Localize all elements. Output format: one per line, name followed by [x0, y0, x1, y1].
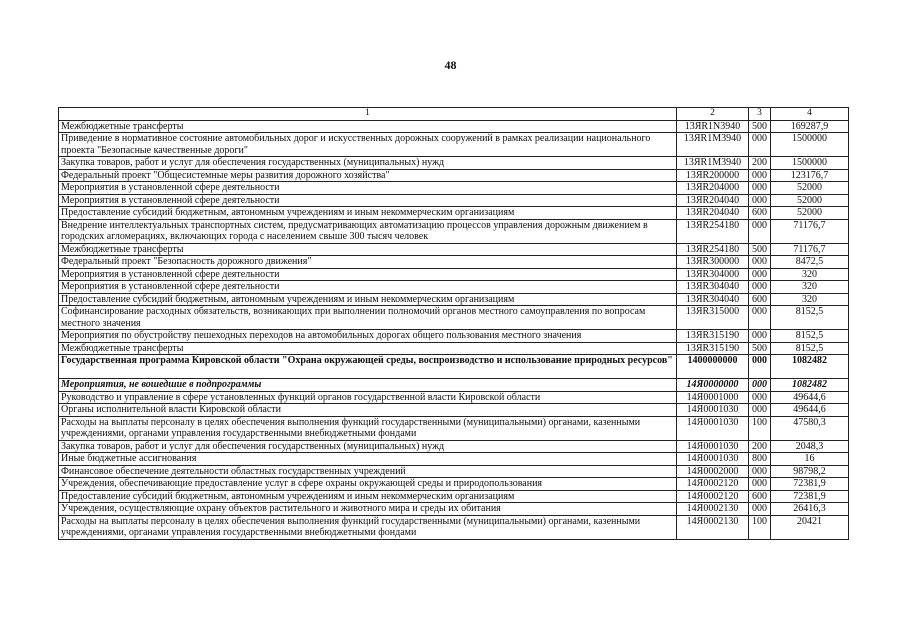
- row-name-cell: Межбюджетные трансферты: [59, 342, 677, 355]
- row-code-cell: 13ЯR254180: [677, 243, 749, 256]
- row-name-cell: Органы исполнительной власти Кировской области: [59, 404, 677, 417]
- header-col-1: 1: [59, 108, 677, 121]
- table-row: [59, 243, 849, 256]
- row-sum-cell: 8152,5: [771, 330, 849, 343]
- row-type-cell: 200: [749, 157, 771, 170]
- table-row: [59, 306, 849, 330]
- row-name-cell: Предоставление субсидий бюджетным, автономным учреждениям и иным некоммерческим организациям: [59, 207, 677, 220]
- row-name-cell: Финансовое обеспечение деятельности областных государственных учреждений: [59, 465, 677, 478]
- row-code-cell: 13ЯR1M3940: [677, 133, 749, 157]
- header-col-4: 4: [771, 108, 849, 121]
- header-col-3: 3: [749, 108, 771, 121]
- row-sum-cell: 16: [771, 453, 849, 466]
- row-code-cell: 13ЯR1N3940: [677, 120, 749, 133]
- row-code-cell: 13ЯR315000: [677, 306, 749, 330]
- row-code-cell: 13ЯR204040: [677, 194, 749, 207]
- row-code-cell: 13ЯR304000: [677, 268, 749, 281]
- table-row: [59, 490, 849, 503]
- row-type-cell: 500: [749, 120, 771, 133]
- table-row: [59, 133, 849, 157]
- row-type-cell: 000: [749, 404, 771, 417]
- row-code-cell: 14Я0002000: [677, 465, 749, 478]
- row-type-cell: 000: [749, 194, 771, 207]
- table-row: [59, 355, 849, 379]
- row-name-cell: Учреждения, осуществляющие охрану объектов растительного и животного мира и среды их обитания: [59, 503, 677, 516]
- row-name-cell: Мероприятия в установленной сфере деятельности: [59, 281, 677, 294]
- row-type-cell: 000: [749, 133, 771, 157]
- table-row: [59, 281, 849, 294]
- budget-table: [58, 107, 849, 540]
- row-type-cell: 000: [749, 306, 771, 330]
- table-row: [59, 330, 849, 343]
- table-row: [59, 268, 849, 281]
- row-type-cell: 000: [749, 465, 771, 478]
- row-sum-cell: 2048,3: [771, 440, 849, 453]
- row-type-cell: 000: [749, 355, 771, 379]
- table-row: [59, 219, 849, 243]
- row-type-cell: 100: [749, 515, 771, 539]
- row-code-cell: 14Я0002130: [677, 515, 749, 539]
- row-type-cell: 000: [749, 478, 771, 491]
- row-code-cell: 14Я0000000: [677, 379, 749, 392]
- row-type-cell: 100: [749, 416, 771, 440]
- row-sum-cell: 8152,5: [771, 342, 849, 355]
- row-code-cell: 13ЯR204000: [677, 182, 749, 195]
- row-code-cell: 14Я0001030: [677, 440, 749, 453]
- row-sum-cell: 72381,9: [771, 490, 849, 503]
- table-row: [59, 207, 849, 220]
- row-sum-cell: 169287,9: [771, 120, 849, 133]
- table-row: [59, 503, 849, 516]
- row-sum-cell: 20421: [771, 515, 849, 539]
- row-name-cell: Мероприятия в установленной сфере деятельности: [59, 182, 677, 195]
- row-name-cell: Расходы на выплаты персоналу в целях обеспечения выполнения функций государственными (муниципальными) органами, казенными учреждениями, органами управления государственными внебюджетными фондами: [59, 416, 677, 440]
- row-name-cell: Иные бюджетные ассигнования: [59, 453, 677, 466]
- row-type-cell: 000: [749, 330, 771, 343]
- row-sum-cell: 320: [771, 281, 849, 294]
- row-type-cell: 000: [749, 219, 771, 243]
- table-row: [59, 169, 849, 182]
- header-col-2: 2: [677, 108, 749, 121]
- row-name-cell: Государственная программа Кировской области "Охрана окружающей среды, воспроизводство и использование природных ресурсов": [59, 355, 677, 379]
- row-sum-cell: 8152,5: [771, 306, 849, 330]
- table-row: [59, 416, 849, 440]
- row-sum-cell: 123176,7: [771, 169, 849, 182]
- row-name-cell: Закупка товаров, работ и услуг для обеспечения государственных (муниципальных) нужд: [59, 440, 677, 453]
- row-name-cell: Межбюджетные трансферты: [59, 120, 677, 133]
- table-row: [59, 478, 849, 491]
- row-type-cell: 000: [749, 391, 771, 404]
- page-number: 48: [444, 58, 457, 72]
- table-row: [59, 256, 849, 269]
- row-code-cell: 14Я0002130: [677, 503, 749, 516]
- row-name-cell: Руководство и управление в сфере установленных функций органов государственной власти Кировской области: [59, 391, 677, 404]
- row-name-cell: Мероприятия в установленной сфере деятельности: [59, 268, 677, 281]
- table-row: [59, 515, 849, 539]
- row-sum-cell: 71176,7: [771, 243, 849, 256]
- row-type-cell: 800: [749, 453, 771, 466]
- table-row: [59, 120, 849, 133]
- row-sum-cell: 49644,6: [771, 404, 849, 417]
- table-row: [59, 194, 849, 207]
- row-type-cell: 600: [749, 293, 771, 306]
- row-code-cell: 13ЯR300000: [677, 256, 749, 269]
- row-sum-cell: 320: [771, 293, 849, 306]
- row-type-cell: 000: [749, 182, 771, 195]
- row-sum-cell: 26416,3: [771, 503, 849, 516]
- row-type-cell: 600: [749, 207, 771, 220]
- table-row: [59, 293, 849, 306]
- table-row: [59, 342, 849, 355]
- table-row: [59, 453, 849, 466]
- table-row: [59, 182, 849, 195]
- row-sum-cell: 1500000: [771, 157, 849, 170]
- row-name-cell: Софинансирование расходных обязательств, возникающих при выполнении полномочий органов местного самоуправления по вопросам местного значения: [59, 306, 677, 330]
- row-sum-cell: 1082482: [771, 379, 849, 392]
- row-sum-cell: 72381,9: [771, 478, 849, 491]
- row-sum-cell: 49644,6: [771, 391, 849, 404]
- row-sum-cell: 52000: [771, 207, 849, 220]
- table-row: [59, 440, 849, 453]
- row-name-cell: Федеральный проект "Общесистемные меры развития дорожного хозяйства": [59, 169, 677, 182]
- row-type-cell: 500: [749, 243, 771, 256]
- row-code-cell: 13ЯR254180: [677, 219, 749, 243]
- row-type-cell: 000: [749, 379, 771, 392]
- row-type-cell: 000: [749, 281, 771, 294]
- table-row: [59, 465, 849, 478]
- row-sum-cell: 8472,5: [771, 256, 849, 269]
- row-code-cell: 13ЯR1M3940: [677, 157, 749, 170]
- row-code-cell: 13ЯR200000: [677, 169, 749, 182]
- row-type-cell: 000: [749, 256, 771, 269]
- row-sum-cell: 98798,2: [771, 465, 849, 478]
- row-sum-cell: 52000: [771, 194, 849, 207]
- row-sum-cell: 1082482: [771, 355, 849, 379]
- row-name-cell: Мероприятия в установленной сфере деятельности: [59, 194, 677, 207]
- row-name-cell: Предоставление субсидий бюджетным, автономным учреждениям и иным некоммерческим организациям: [59, 490, 677, 503]
- row-code-cell: 14Я0001000: [677, 391, 749, 404]
- row-code-cell: 13ЯR204040: [677, 207, 749, 220]
- row-name-cell: Мероприятия, не вошедшие в подпрограммы: [59, 379, 677, 392]
- row-type-cell: 000: [749, 169, 771, 182]
- row-type-cell: 500: [749, 342, 771, 355]
- row-name-cell: Учреждения, обеспечивающие предоставление услуг в сфере охраны окружающей среды и природопользования: [59, 478, 677, 491]
- row-name-cell: Мероприятия по обустройству пешеходных переходов на автомобильных дорогах общего пользования местного значения: [59, 330, 677, 343]
- row-name-cell: Предоставление субсидий бюджетным, автономным учреждениям и иным некоммерческим организациям: [59, 293, 677, 306]
- row-name-cell: Межбюджетные трансферты: [59, 243, 677, 256]
- row-name-cell: Федеральный проект "Безопасность дорожного движения": [59, 256, 677, 269]
- row-name-cell: Внедрение интеллектуальных транспортных систем, предусматривающих автоматизацию процессов управления дорожным движением в городских агломерациях, включающих города с населением свыше 300 тысяч человек: [59, 219, 677, 243]
- table-row: [59, 404, 849, 417]
- row-code-cell: 14Я0002120: [677, 478, 749, 491]
- table-row: [59, 379, 849, 392]
- row-code-cell: 13ЯR304040: [677, 281, 749, 294]
- table-row: [59, 391, 849, 404]
- row-sum-cell: 47580,3: [771, 416, 849, 440]
- row-code-cell: 13ЯR304040: [677, 293, 749, 306]
- row-code-cell: 14Я0001030: [677, 404, 749, 417]
- table-header-row: [59, 108, 849, 121]
- table-row: [59, 157, 849, 170]
- row-sum-cell: 52000: [771, 182, 849, 195]
- row-type-cell: 600: [749, 490, 771, 503]
- row-code-cell: 1400000000: [677, 355, 749, 379]
- row-sum-cell: 320: [771, 268, 849, 281]
- row-name-cell: Закупка товаров, работ и услуг для обеспечения государственных (муниципальных) нужд: [59, 157, 677, 170]
- row-type-cell: 200: [749, 440, 771, 453]
- row-code-cell: 14Я0001030: [677, 453, 749, 466]
- row-type-cell: 000: [749, 268, 771, 281]
- row-code-cell: 14Я0002120: [677, 490, 749, 503]
- row-type-cell: 000: [749, 503, 771, 516]
- row-sum-cell: 1500000: [771, 133, 849, 157]
- row-code-cell: 13ЯR315190: [677, 342, 749, 355]
- row-sum-cell: 71176,7: [771, 219, 849, 243]
- row-code-cell: 13ЯR315190: [677, 330, 749, 343]
- row-name-cell: Расходы на выплаты персоналу в целях обеспечения выполнения функций государственными (муниципальными) органами, казенными учреждениями, органами управления государственными внебюджетными фондами: [59, 515, 677, 539]
- row-name-cell: Приведение в нормативное состояние автомобильных дорог и искусственных дорожных сооружений в рамках реализации национального проекта "Безопасные качественные дороги": [59, 133, 677, 157]
- row-code-cell: 14Я0001030: [677, 416, 749, 440]
- table-body: [59, 120, 849, 539]
